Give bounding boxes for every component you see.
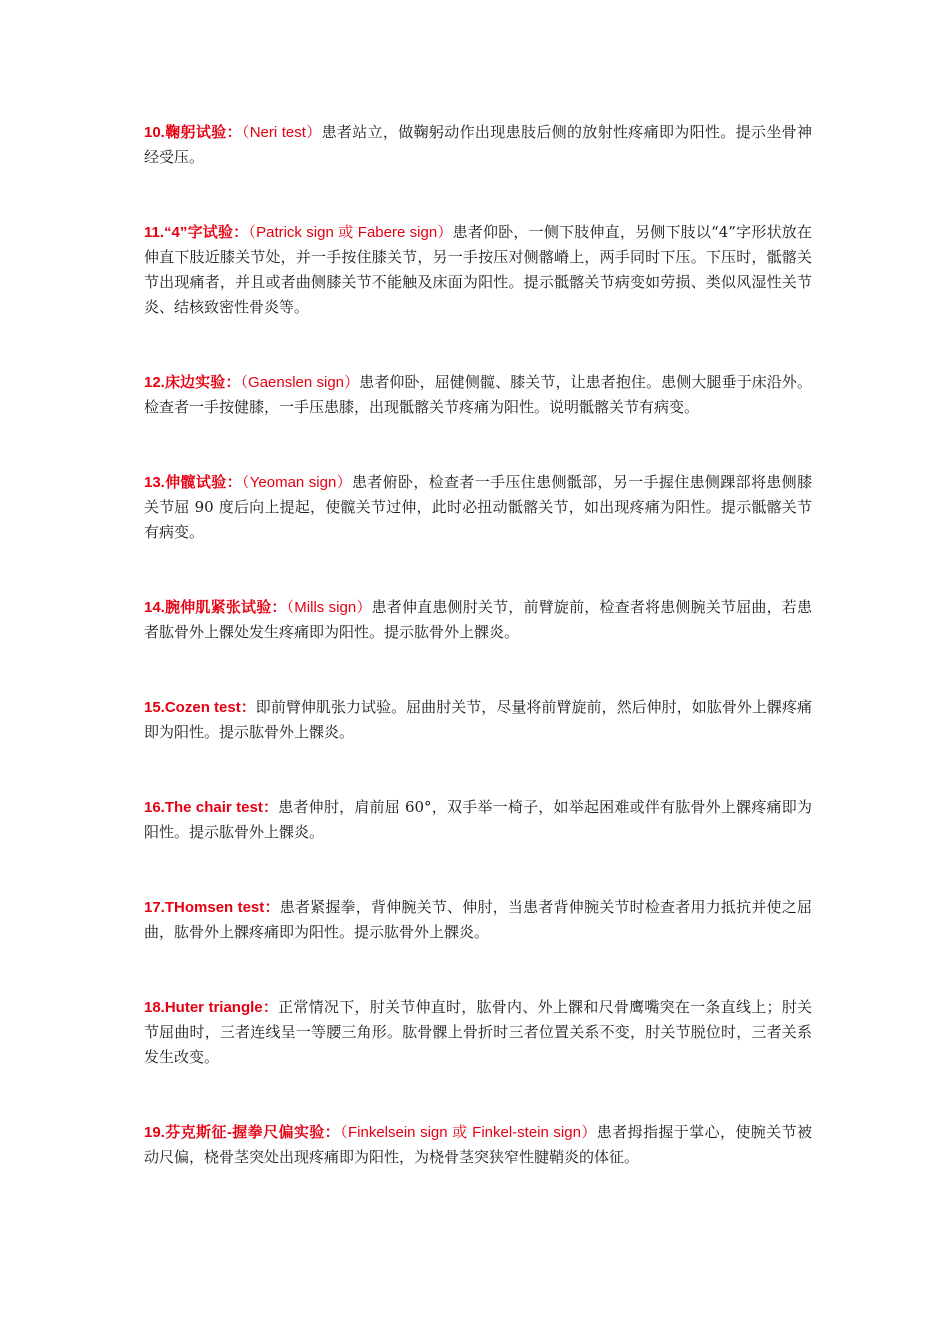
entry-title: 14.腕伸肌紧张试验： [144,599,287,616]
entry-huter-triangle [144,995,812,1070]
entry-cozen-test [144,695,812,745]
entry-english-name: （Gaenslen sign） [240,374,360,391]
entry-body: 即前臂伸肌张力试验。屈曲肘关节，尽量将前臂旋前，然后伸肘，如肱骨外上髁疼痛即为阳性。提示肱骨外上髁炎。 [144,698,812,741]
entry-body: 患者拇指握于掌心，使腕关节被动尺偏，桡骨茎突处出现疼痛即为阳性，为桡骨茎突狭窄性腱鞘炎的体征。 [144,1123,812,1166]
entry-mills-sign [144,595,812,645]
entry-body: 患者紧握拳，背伸腕关节、伸肘，当患者背伸腕关节时检查者用力抵抗并使之屈曲，肱骨外上髁疼痛即为阳性。提示肱骨外上髁炎。 [144,898,812,941]
entry-title: 18.Huter triangle： [144,999,279,1016]
entry-title: 13.伸髋试验： [144,474,242,491]
entry-body: 患者俯卧，检查者一手压住患侧骶部，另一手握住患侧踝部将患侧膝关节屈 90 度后向上提起，使髋关节过伸，此时必扭动骶髂关节，如出现疼痛为阳性。提示骶髂关节有病变。 [144,473,812,541]
entry-title: 17.THomsen test： [144,899,280,916]
entry-gaenslen-sign [144,370,812,420]
entry-title: 16.The chair test： [144,799,279,816]
entry-chair-test [144,795,812,845]
entry-english-name: （Patrick sign 或 Fabere sign） [248,224,453,241]
entry-yeoman-sign [144,470,812,545]
entry-title: 11.“4”字试验： [144,224,249,241]
entry-patrick-sign [144,220,812,320]
entry-title: 15.Cozen test： [144,699,256,716]
entry-english-name: （Finkelsein sign 或 Finkel-stein sign） [340,1124,597,1141]
entry-title: 12.床边实验： [144,374,241,391]
entry-title: 19.芬克斯征-握拳尺偏实验： [144,1124,341,1141]
entry-body: 患者伸直患侧肘关节，前臂旋前，检查者将患侧腕关节屈曲，若患者肱骨外上髁处发生疼痛即为阳性。提示肱骨外上髁炎。 [144,598,812,641]
entry-english-name: （Yeoman sign） [241,474,352,491]
entry-english-name: （Neri test） [241,124,322,141]
entry-neri-test [144,120,812,170]
entry-title: 10.鞠躬试验： [144,124,242,141]
entry-thomsen-test [144,895,812,945]
entry-body: 患者仰卧，一侧下肢伸直，另侧下肢以“4”字形状放在伸直下肢近膝关节处，并一手按住膝关节，另一手按压对侧髂嵴上，两手同时下压。下压时，骶髂关节出现痛者，并且或者曲侧膝关节不能触及床面为阳性。提示骶髂关节病变如劳损、类似风湿性关节炎、结核致密性骨炎等。 [144,223,812,316]
entry-english-name: （Mills sign） [286,599,372,616]
document-page [144,120,812,1170]
entry-finkelstein-sign [144,1120,812,1170]
entry-body: 正常情况下，肘关节伸直时，肱骨内、外上髁和尺骨鹰嘴突在一条直线上；肘关节屈曲时，三者连线呈一等腰三角形。肱骨髁上骨折时三者位置关系不变，肘关节脱位时，三者关系发生改变。 [144,998,812,1066]
entry-body: 患者伸肘，肩前屈 60°，双手举一椅子，如举起困难或伴有肱骨外上髁疼痛即为阳性。提示肱骨外上髁炎。 [144,798,812,841]
entry-body: 患者站立，做鞠躬动作出现患肢后侧的放射性疼痛即为阳性。提示坐骨神经受压。 [144,123,812,166]
entry-body: 患者仰卧，屈健侧髋、膝关节，让患者抱住。患侧大腿垂于床沿外。检查者一手按健膝，一手压患膝，出现骶髂关节疼痛为阳性。说明骶髂关节有病变。 [144,373,812,416]
